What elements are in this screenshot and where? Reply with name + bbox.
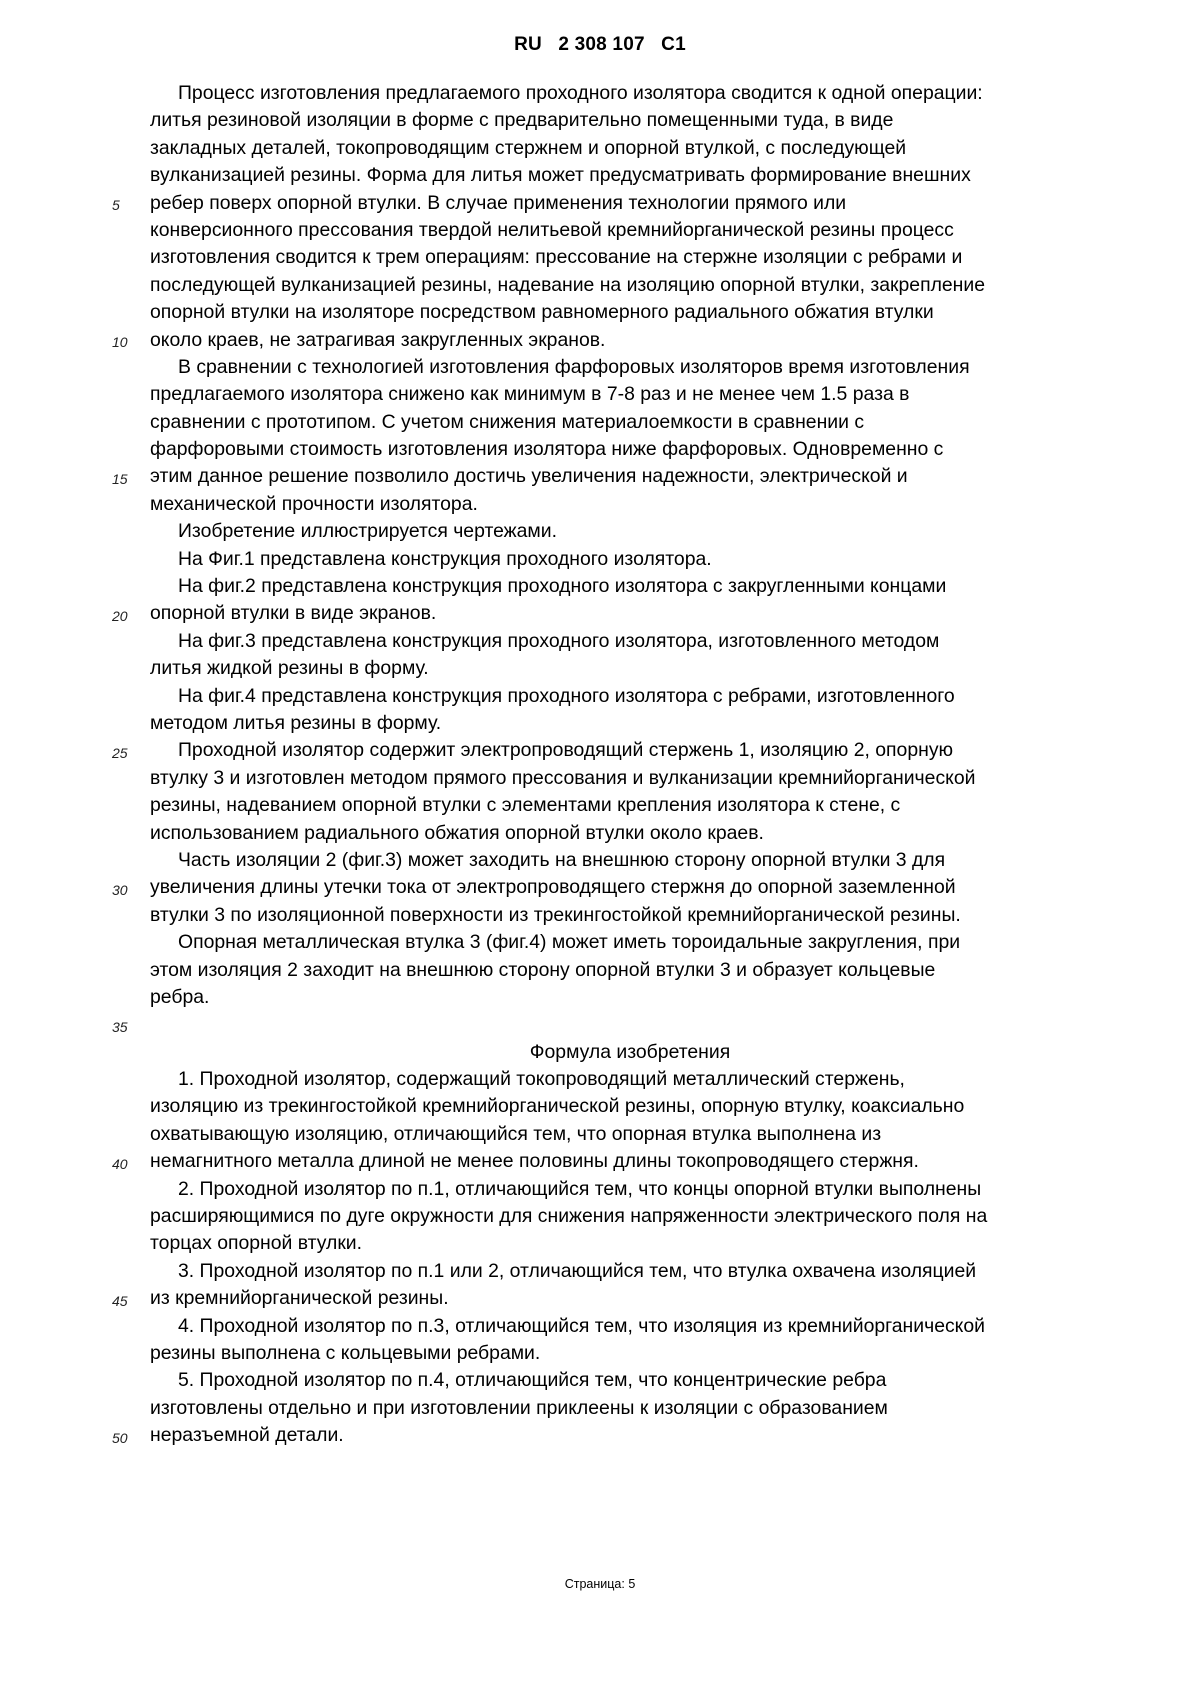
margin-line-number: 20 [112,607,128,624]
text-line: Процесс изготовления предлагаемого проходного изолятора сводится к одной операции: [178,82,983,104]
text-line: втулку 3 и изготовлен методом прямого прессования и вулканизации кремнийорганической [150,766,976,789]
margin-line-number: 50 [112,1429,128,1446]
text-line: ребра. [150,985,210,1008]
section-heading: Формула изобретения [529,1040,731,1063]
text-line: использованием радиального обжатия опорной втулки около краев. [150,821,764,844]
text-line: резины, надеванием опорной втулки с элементами крепления изолятора к стене, с [150,794,901,817]
text-line: механической прочности изолятора. [150,492,478,515]
text-line: торцах опорной втулки. [150,1232,363,1255]
text-line: литья резиновой изоляции в форме с предварительно помещенными туда, в виде [150,109,894,132]
page-footer: Страница: 5 [564,1577,636,1591]
text-line: Опорная металлическая втулка 3 (фиг.4) может иметь тороидальные закругления, при [178,931,961,954]
text-line: Часть изоляции 2 (фиг.3) может заходить на внешнюю сторону опорной втулки 3 для [178,848,946,871]
text-line: 5. Проходной изолятор по п.4, отличающийся тем, что концентрические ребра [178,1369,887,1392]
text-line [150,1011,1110,1038]
margin-line-number: 30 [112,881,128,898]
text-line: изоляцию из трекингостойкой кремнийорганической резины, опорную втулку, коаксиально [150,1095,965,1118]
text-line: этом изоляция 2 заходит на внешнюю сторону опорной втулки 3 и образует кольцевые [150,958,936,981]
margin-line-number: 15 [112,470,128,487]
text-line: увеличения длины утечки тока от электропроводящего стержня до опорной заземленной [150,876,956,899]
text-line: Проходной изолятор содержит электропроводящий стержень 1, изоляцию 2, опорную [178,739,954,762]
margin-line-number: 35 [112,1018,128,1035]
margin-line-number: 40 [112,1155,128,1172]
text-line: неразъемной детали. [150,1424,344,1447]
text-line: изготовлены отдельно и при изготовлении приклеены к изоляции с образованием [150,1396,888,1419]
text-line: сравнении с прототипом. С учетом снижения материалоемкости в сравнении с [150,410,865,433]
margin-line-number: 5 [112,196,120,213]
text-line: опорной втулки на изоляторе посредством равномерного радиального обжатия втулки [150,301,934,324]
text-line: предлагаемого изолятора снижено как минимум в 7-8 раз и не менее чем 1.5 раза в [150,383,910,406]
text-line: литья жидкой резины в форму. [150,657,429,680]
text-line: На фиг.2 представлена конструкция проходного изолятора с закругленными концами [178,575,947,598]
document-body [150,80,1110,1450]
text-line: 4. Проходной изолятор по п.3, отличающийся тем, что изоляция из кремнийорганической [178,1314,986,1337]
text-line: 3. Проходной изолятор по п.1 или 2, отличающийся тем, что втулка охвачена изоляцией [178,1259,977,1282]
margin-line-number: 10 [112,333,128,350]
text-line: На фиг.3 представлена конструкция проходного изолятора, изготовленного методом [178,629,940,652]
text-line: 1. Проходной изолятор, содержащий токопроводящий металлический стержень, [178,1068,905,1091]
text-line: методом литья резины в форму. [150,711,442,734]
text-line: закладных деталей, токопроводящим стержнем и опорной втулкой, с последующей [150,136,907,159]
text-line: охватывающую изоляцию, отличающийся тем, что опорная втулка выполнена из [150,1122,882,1145]
text-line: вулканизацией резины. Форма для литья может предусматривать формирование внешних [150,164,971,187]
margin-line-number: 25 [112,744,128,761]
text-line: последующей вулканизацией резины, надевание на изоляцию опорной втулки, закрепление [150,273,985,296]
text-line: около краев, не затрагивая закругленных экранов. [150,328,606,351]
text-line: На фиг.4 представлена конструкция проходного изолятора с ребрами, изготовленного [178,684,955,707]
text-line: ребер поверх опорной втулки. В случае применения технологии прямого или [150,191,847,214]
text-line: изготовления сводится к трем операциям: прессование на стержне изоляции с ребрами и [150,246,963,269]
text-line: из кремнийорганической резины. [150,1287,449,1310]
margin-line-number: 45 [112,1292,128,1309]
text-line: В сравнении с технологией изготовления фарфоровых изоляторов время изготовления [178,355,970,378]
text-line: На Фиг.1 представлена конструкция проходного изолятора. [178,547,712,570]
text-line: 2. Проходной изолятор по п.1, отличающийся тем, что концы опорной втулки выполнены [178,1177,982,1200]
text-line: Изобретение иллюстрируется чертежами. [178,520,557,543]
text-line: немагнитного металла длиной не менее половины длины токопроводящего стержня. [150,1150,919,1173]
text-line: расширяющимися по дуге окружности для снижения напряженности электрического поля на [150,1205,988,1228]
text-line: втулки 3 по изоляционной поверхности из трекингостойкой кремнийорганической резины. [150,903,961,926]
text-line: конверсионного прессования твердой нелитьевой кремнийорганической резины процесс [150,218,954,241]
text-line: опорной втулки в виде экранов. [150,602,437,625]
text-line: фарфоровыми стоимость изготовления изолятора ниже фарфоровых. Одновременно с [150,438,944,461]
text-line: этим данное решение позволило достичь увеличения надежности, электрической и [150,465,908,488]
text-line: резины выполнена с кольцевыми ребрами. [150,1341,541,1364]
document-number-header: RU 2 308 107 C1 [514,34,686,55]
